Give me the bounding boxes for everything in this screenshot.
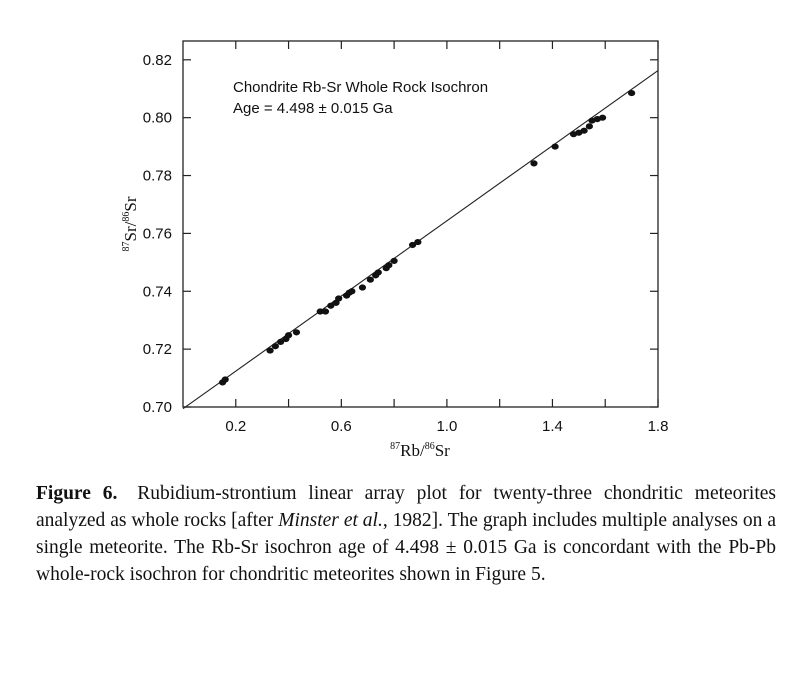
data-point [266, 347, 273, 353]
annotation-title: Chondrite Rb-Sr Whole Rock Isochron [233, 79, 489, 96]
data-point [322, 308, 329, 314]
data-point [530, 160, 537, 166]
data-point [367, 277, 374, 283]
data-point [385, 262, 392, 268]
annotation-age: Age = 4.498 ± 0.015 Ga [233, 100, 393, 117]
y-tick-label: 0.72 [142, 341, 172, 359]
data-points [219, 90, 635, 386]
y-tick-label: 0.78 [142, 167, 172, 185]
data-point [359, 284, 366, 290]
y-tick-label: 0.82 [142, 51, 172, 69]
caption-label: Figure 6. [36, 483, 118, 504]
data-point [222, 376, 229, 382]
data-point [599, 115, 606, 121]
data-point [551, 144, 558, 150]
y-tick-label: 0.70 [142, 399, 172, 416]
x-tick-label: 1.4 [542, 418, 563, 435]
caption-text-1: Rubidium-strontium linear array plot for twenty-three chondritic meteorites analyzed as whole rocks [after [36, 483, 776, 531]
x-axis-label: $^{87}$Rb/$^{86}$Sr [390, 441, 450, 460]
data-point [293, 329, 300, 335]
y-tick-label: 0.80 [142, 109, 172, 127]
data-point [628, 90, 635, 96]
caption-author: Minster et al. [278, 510, 383, 531]
x-tick-label: 0.2 [225, 418, 247, 435]
x-tick-label: 0.6 [330, 418, 352, 435]
data-point [348, 288, 355, 294]
data-point [272, 343, 279, 349]
x-tick-label: 1.0 [436, 418, 458, 435]
data-point [586, 123, 593, 129]
y-tick-label: 0.74 [142, 283, 172, 301]
isochron-line [183, 71, 658, 409]
data-point [375, 269, 382, 275]
data-point [414, 239, 421, 245]
x-tick-label: 1.8 [647, 418, 669, 435]
y-axis-label: $^{87}$Sr/$^{86}$Sr [121, 196, 140, 252]
data-point [335, 295, 342, 301]
data-point [285, 332, 292, 338]
data-point [581, 128, 588, 134]
data-point [391, 258, 398, 264]
axis-tick-labels [143, 52, 669, 435]
caption-text-2: , 1982]. The graph includes multiple analyses on a single meteorite. The Rb-Sr isochron age of 4.498 ± 0.015 Ga is concordant with the Pb-Pb whole-rock isochron for chondritic meteorites shown in Figure 5. [36, 510, 777, 585]
figure-caption [36, 480, 776, 588]
y-tick-label: 0.76 [142, 225, 172, 243]
